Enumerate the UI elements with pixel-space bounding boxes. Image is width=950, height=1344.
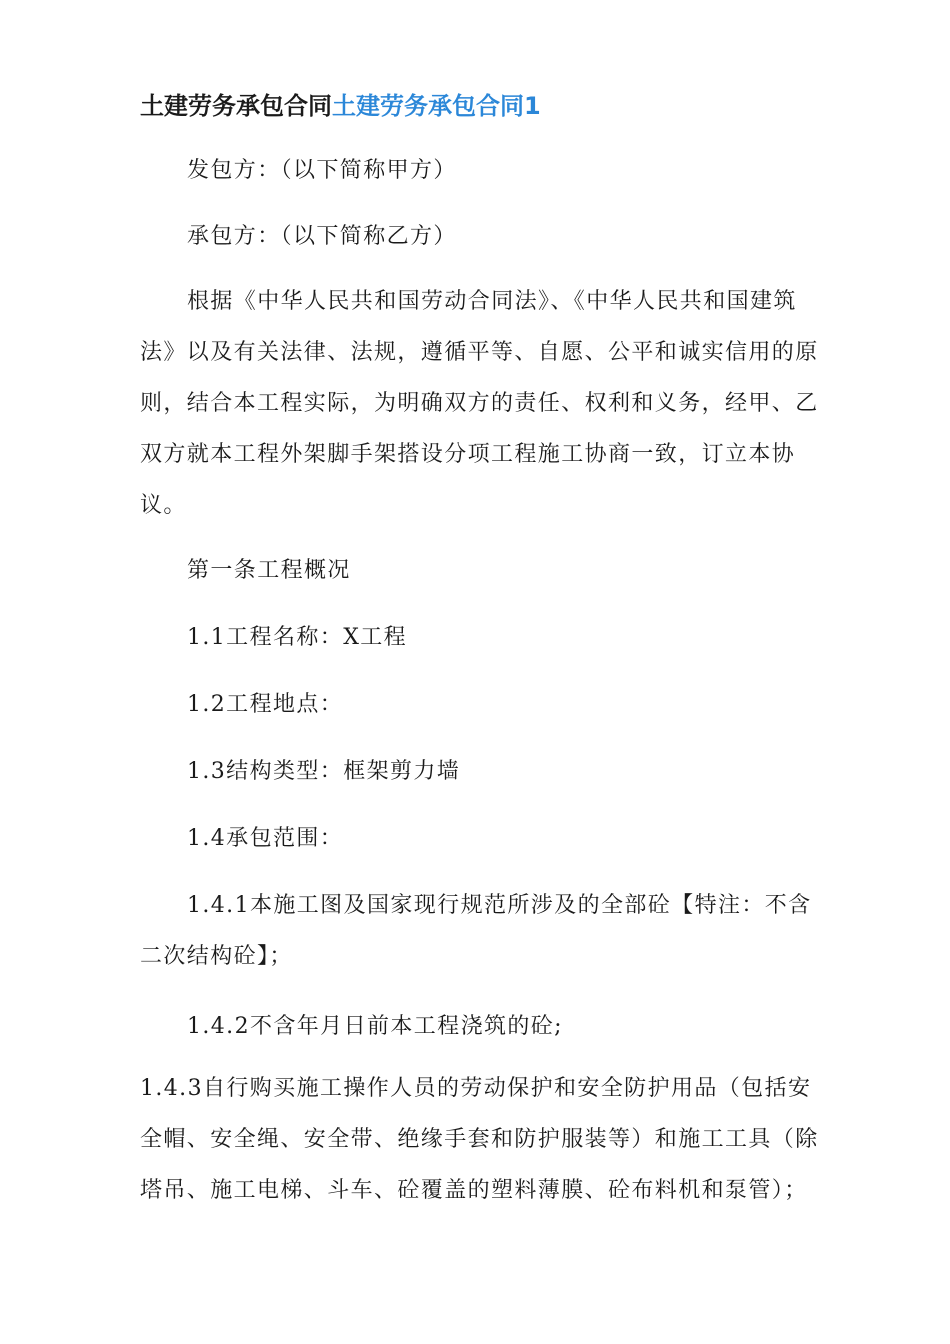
clause-1-3: 1.3结构类型：框架剪力墙 (187, 759, 461, 784)
clause-1-4-1: 1.4.1本施工图及国家现行规范所涉及的全部砼【特注：不含二次结构砼】； (140, 893, 812, 969)
paragraph-contracting-party: 发包方：（以下简称甲方） (187, 158, 457, 183)
title-link[interactable]: 土建劳务承包合同1 (332, 92, 541, 120)
clause-1-4-2: 1.4.2不含年月日前本工程浇筑的砼; (187, 1014, 563, 1039)
paragraph-contractor-party: 承包方：（以下简称乙方） (187, 224, 457, 249)
document-title (140, 88, 541, 124)
title-text: 土建劳务承包合同 (140, 92, 332, 120)
clause-1-1: 1.1工程名称：X工程 (187, 625, 408, 650)
section-heading-project-overview: 第一条工程概况 (187, 558, 351, 583)
clause-1-4-3: 1.4.3自行购买施工操作人员的劳动保护和安全防护用品（包括安全帽、安全绳、安全带、绝缘手套和防护服装等）和施工工具（除塔吊、施工电梯、斗车、砼覆盖的塑料薄膜、砼布料机和泵管）； (140, 1076, 819, 1203)
paragraph-legal-basis: 根据《中华人民共和国劳动合同法》、《中华人民共和国建筑法》以及有关法律、法规，遵循平等、自愿、公平和诚实信用的原则，结合本工程实际，为明确双方的责任、权利和义务，经甲、乙双方就本工程外架脚手架搭设分项工程施工协商一致，订立本协议。 (140, 289, 819, 518)
clause-1-2: 1.2工程地点： (187, 692, 344, 717)
clause-1-4: 1.4承包范围： (187, 826, 344, 851)
